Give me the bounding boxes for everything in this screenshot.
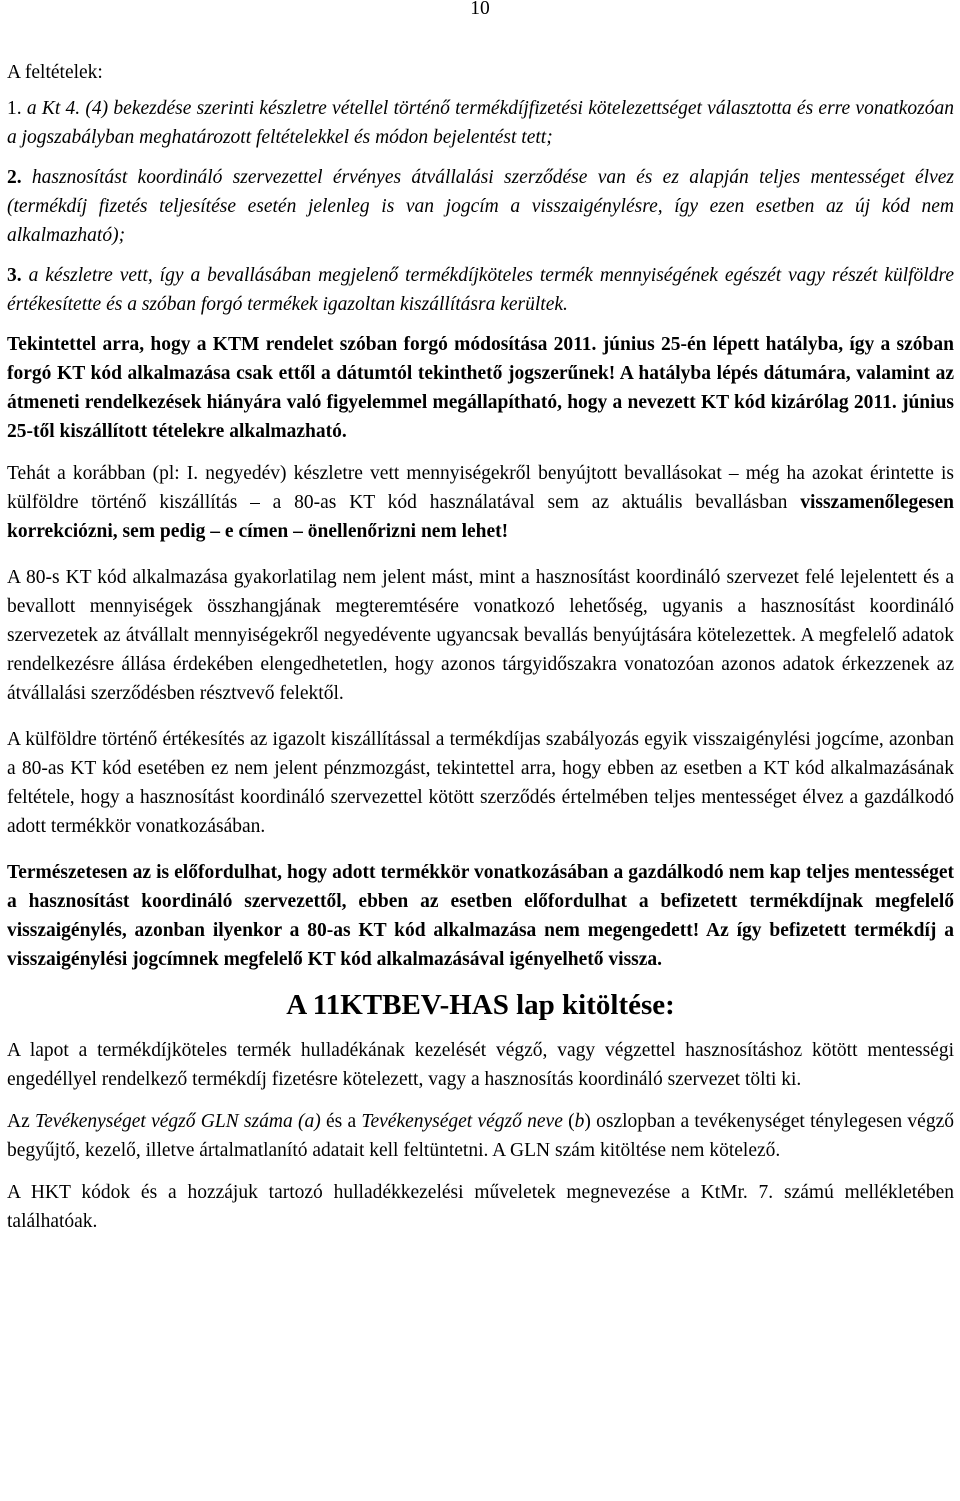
condition-text: a Kt 4. (4) bekezdése szerinti készletre vétellel történő termékdíjfizetési kötelezettséget választotta és erre vonatkozóan a jogszabályban meghatározott feltételekkel és módon bejelentést tett; [7,98,954,148]
kt80-paragraph: A 80-s KT kód alkalmazása gyakorlatilag nem jelent mást, mint a hasznosítást koordináló szervezet felé lejelentett és a bevallott mennyiségek összhangjának megteremtésére vonatkozó lehetőség, ugyanis a hasznosítást koordináló szervezetek az átvállalt mennyiségekről negyedévente ugyancsak bevallás benyújtására kötelezettek. A megfelelő adatok rendelkezésre állása érdekében elengedhetetlen, hogy azonos tárgyidőszakra vonatozóan azonos adatok érkezzenek az átvállalási szerződésben résztvevő felektől. [7,567,954,704]
condition-text: a készletre vett, így a bevallásában megjelenő termékdíjköteles termék mennyiségének egészét vagy részét külföldre értékesítette és a szóban forgó termékek igazoltan kiszállításra kerültek. [7,265,954,315]
condition-item-3 [7,261,954,319]
section-p2-text: Az [7,1111,36,1132]
condition-text: hasznosítást koordináló szervezettel érvényes átvállalási szerződése van és ez alapján teljes mentességet élvez (termékdíj fizetés teljesítése esetén jelenleg is van jogcím a visszaigénylésre, így ezen esetben az új kód nem alkalmazható); [7,167,954,246]
document-body [7,58,954,1236]
section-p2-italic: b [574,1111,585,1132]
condition-item-2 [7,163,954,250]
section-p2-text: és a [320,1111,362,1132]
section-p2-text: ( [562,1111,575,1132]
section-paragraph-3: A HKT kódok és a hozzájuk tartozó hulladékkezelési műveletek megnevezése a KtMr. 7. számú mellékletében találhatóak. [7,1182,954,1232]
earlier-returns-bold: visszamenőlegesen korrekciózni, sem pedig – e címen – önellenőrizni nem lehet! [7,492,954,542]
page-number: 10 [470,0,490,19]
condition-number: 3. [7,265,22,286]
section-p2-italic: (a) [297,1111,321,1132]
section-paragraph-1: A lapot a termékdíjköteles termék hulladékának kezelését végző, vagy végzettel hasznosításhoz kötött mentességi engedéllyel rendelkező termékdíj fizetésre kötelezett, vagy a hasznosítás koordináló szervezet tölti ki. [7,1040,954,1090]
earlier-returns-text: Tehát a korábban (pl: I. negyedév) készletre vett mennyiségekről benyújtott bevallásokat – még ha azokat érintette is külföldre történő kiszállítás – a 80-as KT kód használatával sem az aktuális bevallásban [7,463,954,513]
ktm-notice-paragraph: Tekintettel arra, hogy a KTM rendelet szóban forgó módosítása 2011. június 25-én lépett hatályba, így a szóban forgó KT kód alkalmazása csak ettől a dátumtól tekinthető jogszerűnek! A hatályba lépés dátumára, valamint az átmeneti rendelkezések hiányára való figyelemmel megállapítható, hogy a nevezett KT kód kizárólag 2011. június 25-től kiszállított tételekre alkalmazható. [7,334,954,442]
natural-exemption-paragraph: Természetesen az is előfordulhat, hogy adott termékkör vonatkozásában a gazdálkodó nem kap teljes mentességet a hasznosítást koordináló szervezettől, ebben az esetben előfordulhat a befizetett termékdíjnak megfelelő visszaigénylés, azonban ilyenkor a 80-as KT kód alkalmazása nem megengedett! Az így befizetett termékdíj a visszaigénylési jogcímnek megfelelő KT kód alkalmazásával igényelhető vissza. [7,862,954,970]
section-p2-italic: Tevékenységet végző GLN száma [35,1111,293,1132]
section-p2-text: ) oszlopban a tevékenységet ténylegesen végző begyűjtő, kezelő, illetve ártalmatlanító adatait kell feltüntetni. A GLN szám kitöltése nem kötelező. [7,1111,954,1161]
section-title: A 11KTBEV-HAS lap kitöltése: [286,989,675,1021]
conditions-heading: A feltételek: [7,62,103,83]
earlier-returns-paragraph [7,459,954,546]
export-paragraph: A külföldre történő értékesítés az igazolt kiszállítással a termékdíjas szabályozás egyik visszaigénylési jogcíme, azonban a 80-as KT kód esetében ez nem jelent pénzmozgást, tekintettel arra, hogy ebben az esetben a KT kód alkalmazásának feltétele, hogy a hasznosítást koordináló szervezettel kötött szerződés értelmében teljes mentességet élvez a gazdálkodó adott termékkör vonatkozásában. [7,729,954,837]
condition-item-1 [7,94,954,152]
section-paragraph-2 [7,1107,954,1165]
condition-number: 2. [7,167,22,188]
condition-number: 1. [7,98,22,119]
section-p2-italic: Tevékenységet végző neve [361,1111,563,1132]
